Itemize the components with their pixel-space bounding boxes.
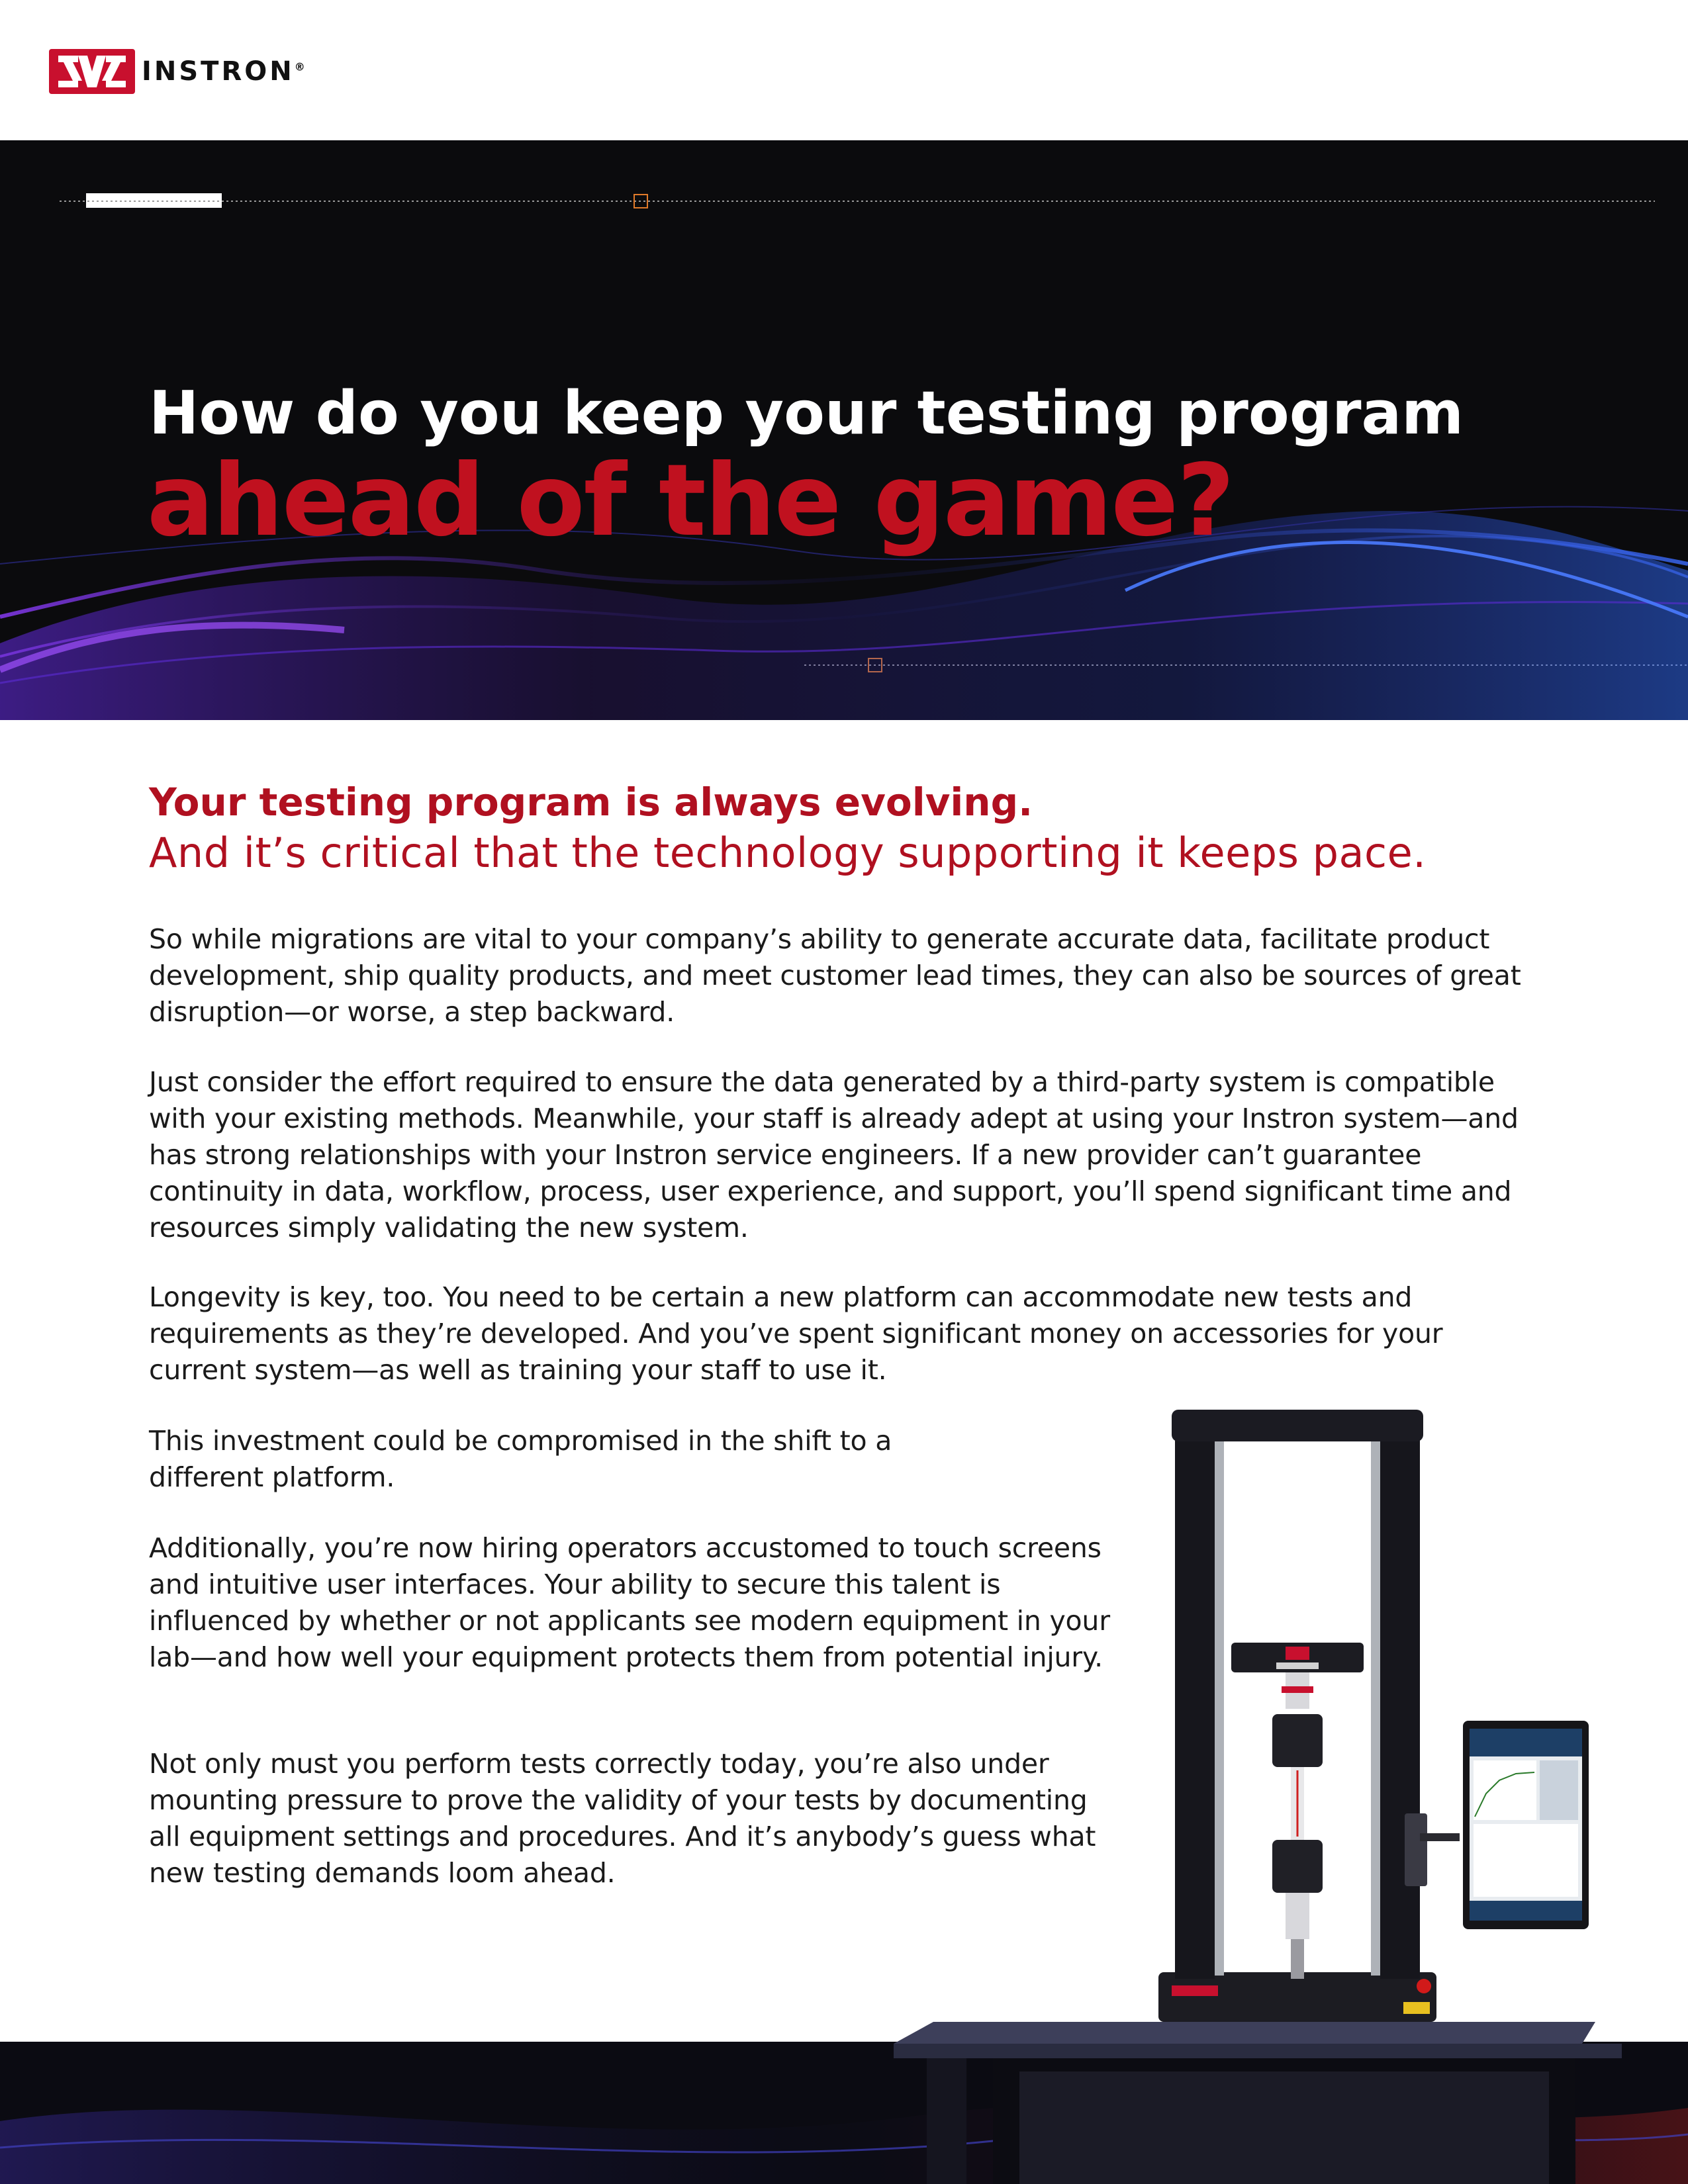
body-paragraph: Longevity is key, too. You need to be certain a new platform can accommodate new tests and requirements as they’re developed. And you’ve spent significant money on accessories for your current system—as well as training your staff to use it.: [149, 1281, 1443, 1386]
hero-subtitle: ahead of the game?: [147, 443, 1234, 559]
body-paragraph: This investment could be compromised in the shift to a different platform.: [149, 1425, 892, 1493]
instron-wordmark: [142, 56, 305, 87]
intro-subheadline: And it’s critical that the technology supporting it keeps pace.: [149, 829, 1427, 877]
body-paragraph: Not only must you perform tests correctly today, you’re also under mounting pressure to prove the validity of your tests by documenting all equipment settings and procedures. And it’s anybody’s guess what new testing demands loom ahead.: [149, 1748, 1096, 1889]
hero-title: How do you keep your testing program: [149, 379, 1464, 448]
body-paragraph: Just consider the effort required to ensure the data generated by a third-party system is compatible with your existing methods. Meanwhile, your staff is already adept at using your Instron system—and has strong relationships with your Instron service engineers. If a new provider can’t guarantee continuity in data, workflow, process, user experience, and support, you’ll spend significant time and resources simply validating the new system.: [149, 1066, 1519, 1244]
hero-banner: [0, 140, 1688, 720]
intro-headline: Your testing program is always evolving.: [149, 780, 1033, 825]
body-paragraph: So while migrations are vital to your company’s ability to generate accurate data, facilitate product development, ship quality products, and meet customer lead times, they can also be sources of great disruption—or worse, a step backward.: [149, 923, 1521, 1028]
brand-name: INSTRON: [142, 56, 295, 87]
instron-logo-icon: [49, 49, 135, 94]
body-paragraph: Additionally, you’re now hiring operators accustomed to touch screens and intuitive user interfaces. Your ability to secure this talent is influenced by whether or not applicants see modern equipment in your lab—and how well your equipment protects them from potential injury.: [149, 1532, 1110, 1673]
registered-mark: ®: [294, 60, 305, 73]
testing-machine-image: [880, 1403, 1622, 2184]
instron-logo: [49, 49, 305, 94]
